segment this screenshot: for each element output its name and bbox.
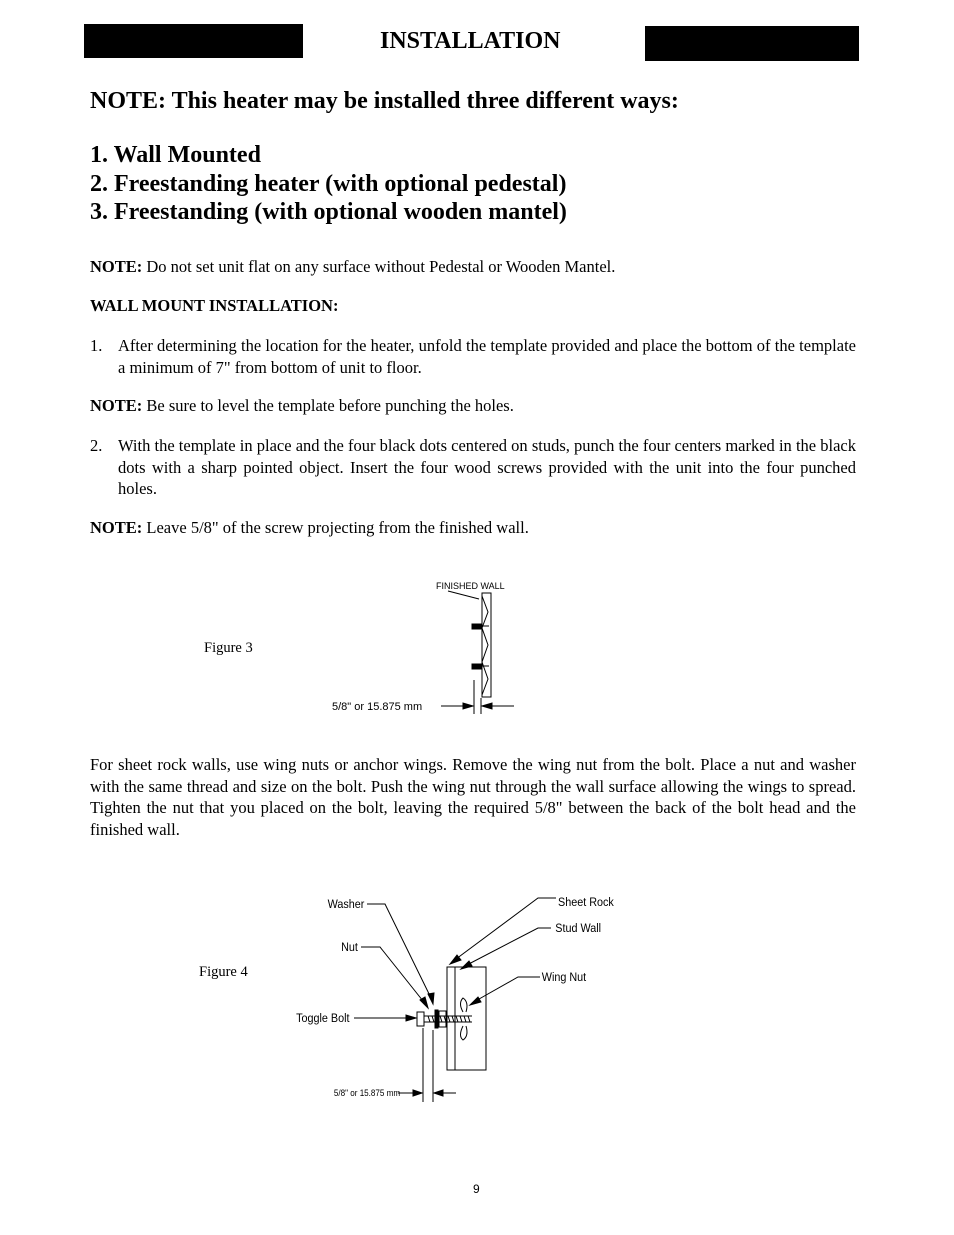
page-title: INSTALLATION (380, 28, 561, 54)
figure-4-dim-label: 5/8" or 15.875 mm (333, 1087, 401, 1099)
wing-top (461, 998, 468, 1012)
page-number: 9 (473, 1182, 480, 1196)
figure-3-diagram (332, 581, 514, 714)
note-label: NOTE: (90, 257, 143, 276)
arrowhead (428, 993, 434, 1004)
screw-bottom (472, 664, 482, 669)
section-heading-text: WALL MOUNT INSTALLATION: (90, 296, 339, 315)
note-text: Be sure to level the template before punching the holes. (142, 396, 514, 415)
wall-hatch (482, 596, 488, 695)
figure-3-dim-label: 5/8" or 15.875 mm (332, 701, 423, 713)
arrowhead (482, 703, 492, 709)
sheet-rock (447, 967, 455, 1070)
figure-3-caption: Figure 3 (204, 640, 253, 656)
leader-wing-nut (472, 977, 540, 1003)
label-nut: Nut (341, 941, 358, 955)
step-number: 1. (90, 336, 103, 355)
leader-washer (367, 904, 433, 1002)
figure-4-caption: Figure 4 (199, 964, 248, 980)
wing-bottom (461, 1026, 468, 1040)
label-sheet-rock: Sheet Rock (558, 896, 614, 910)
sheetrock-paragraph: For sheet rock walls, use wing nuts or anchor wings. Remove the wing nut from the bolt. Place a nut and washer with the same thread and size on the bolt. Push the wing nut through the wall surface allowing the wings to spread. Tighten the nut that you placed on the bolt, leaving the required 5/8" between the back of the bolt head and the finished wall. (90, 755, 856, 839)
method-2: 2. Freestanding heater (with optional pedestal) (90, 171, 567, 197)
label-washer: Washer (327, 898, 365, 912)
note-label: NOTE: (90, 396, 143, 415)
arrowhead (413, 1090, 422, 1096)
note-label: NOTE: (90, 518, 143, 537)
washer (435, 1010, 438, 1028)
arrowhead (470, 997, 481, 1005)
arrowhead (463, 703, 473, 709)
method-1: 1. Wall Mounted (90, 142, 261, 168)
bolt-thread (428, 1016, 470, 1022)
leader-stud-wall (463, 928, 551, 967)
intro-note: NOTE: This heater may be installed three different ways: (90, 88, 679, 114)
method-3: 3. Freestanding (with optional wooden mantel) (90, 199, 567, 225)
step-number: 2. (90, 436, 103, 455)
wall-leader-line (448, 591, 479, 599)
figure-3-wall-label: FINISHED WALL (436, 581, 505, 591)
note-text: Do not set unit flat on any surface without Pedestal or Wooden Mantel. (142, 257, 616, 276)
leader-nut (361, 947, 427, 1006)
label-stud-wall: Stud Wall (555, 922, 602, 936)
stud-wall (455, 967, 486, 1070)
arrowhead (434, 1090, 443, 1096)
leader-sheet-rock (452, 898, 556, 962)
step-text: With the template in place and the four black dots centered on studs, punch the four centers marked in the black dots with a sharp pointed object. Insert the four wood screws provided with the unit into the four punched holes. (118, 436, 856, 498)
bolt-head (417, 1012, 424, 1026)
figure-4-diagram (296, 897, 614, 1102)
arrowhead (406, 1015, 416, 1021)
label-toggle-bolt: Toggle Bolt (296, 1012, 350, 1026)
arrowhead (461, 961, 472, 969)
step-text: After determining the location for the heater, unfold the template provided and place the bottom of the template a minimum of 7" from bottom of unit to floor. (118, 336, 856, 377)
note-text: Leave 5/8" of the screw projecting from the finished wall. (142, 518, 529, 537)
label-wing-nut: Wing Nut (541, 971, 587, 985)
screw-top (472, 624, 482, 629)
